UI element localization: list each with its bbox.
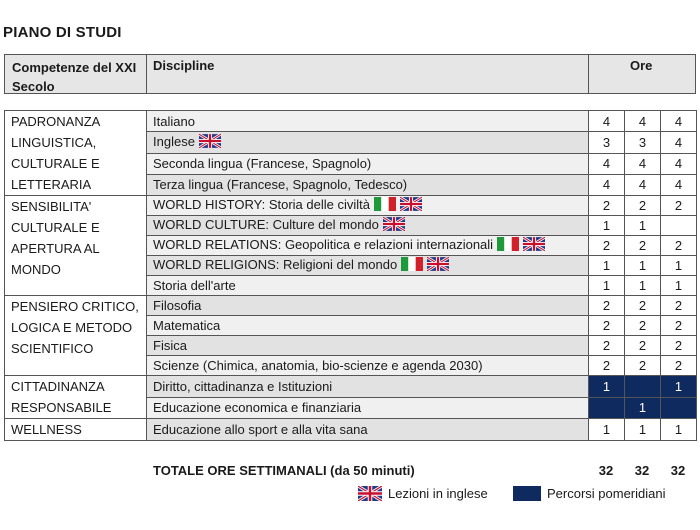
hours-cell: 2 [589,296,625,316]
discipline-label: Italiano [153,113,195,129]
table-row [5,196,697,216]
table-row [5,296,697,316]
hours-cell: 1 [661,419,697,441]
table-row [5,419,697,441]
hours-cell: 2 [661,296,697,316]
hours-cell: 1 [625,419,661,441]
hours-cell: 4 [661,132,697,153]
discipline-label: Educazione economica e finanziaria [153,400,362,416]
uk-flag-icon [358,486,382,506]
hours-cell: 4 [661,153,697,174]
hours-cell: 4 [625,111,661,132]
discipline-cell [147,419,589,441]
competenza-cell: SENSIBILITA' CULTURALE E APERTURA AL MONDO [5,196,147,296]
discipline-cell [147,216,589,236]
hours-cell: 4 [661,111,697,132]
hours-cell: 2 [625,356,661,376]
hours-cell: 3 [589,132,625,153]
hours-cell: 1 [661,276,697,296]
discipline-cell [147,153,589,174]
discipline-cell [147,356,589,376]
hours-cell: 2 [589,316,625,336]
hours-cell: 4 [661,174,697,195]
legend-inglese: Lezioni in inglese [388,486,488,501]
discipline-cell [147,174,589,195]
hours-cell: 1 [661,256,697,276]
discipline-label: Diritto, cittadinanza e Istituzioni [153,378,333,394]
hours-cell: 2 [661,336,697,356]
discipline-cell [147,196,589,216]
hours-cell: 1 [589,256,625,276]
hours-cell: 1 [625,256,661,276]
discipline-label: Filosofia [153,298,202,313]
uk-flag-icon [199,134,221,151]
discipline-label: Fisica [153,338,187,353]
discipline-label: WORLD RELATIONS: Geopolitica e relazioni internazionali [153,237,494,252]
hours-cell: 1 [661,376,697,398]
hours-cell: 1 [625,397,661,419]
discipline-label: Matematica [153,318,221,333]
total-value: 32 [670,463,686,478]
discipline-cell [147,256,589,276]
hours-cell: 4 [589,111,625,132]
hours-cell [589,397,625,419]
hours-cell: 1 [589,276,625,296]
hours-cell: 2 [661,316,697,336]
hours-cell: 2 [589,196,625,216]
discipline-cell [147,376,589,398]
total-value: 32 [598,463,614,478]
uk-flag-icon [523,237,545,254]
hours-cell: 4 [625,153,661,174]
hours-cell: 2 [625,316,661,336]
header-ore: Ore [630,58,653,73]
hours-cell: 2 [625,236,661,256]
hours-cell: 1 [589,376,625,398]
hours-cell [661,216,697,236]
uk-flag-icon [383,217,405,234]
hours-cell [661,397,697,419]
uk-flag-icon [427,257,449,274]
discipline-cell [147,111,589,132]
discipline-cell [147,132,589,153]
legend-pomeridiani-swatch [513,486,541,501]
discipline-cell [147,276,589,296]
table-row [5,111,697,132]
discipline-cell [147,316,589,336]
discipline-label: Storia dell'arte [153,278,236,293]
competenza-cell: PENSIERO CRITICO, LOGICA E METODO SCIENTIFICO [5,296,147,376]
hours-cell: 4 [589,153,625,174]
discipline-label: WORLD RELIGIONS: Religioni del mondo [153,257,398,272]
discipline-label: Seconda lingua (Francese, Spagnolo) [153,156,372,172]
competenza-cell: PADRONANZA LINGUISTICA, CULTURALE E LETTERARIA [5,111,147,196]
study-plan-table [4,110,697,441]
discipline-cell [147,397,589,419]
discipline-cell [147,236,589,256]
hours-cell: 2 [625,196,661,216]
table-header [4,54,696,94]
discipline-cell [147,336,589,356]
competenza-cell: WELLNESS [5,419,147,441]
italy-flag-icon [497,237,519,254]
hours-cell: 2 [625,296,661,316]
competenza-cell: CITTADINANZA RESPONSABILE [5,376,147,419]
table-row [5,376,697,398]
discipline-label: Inglese [153,133,195,149]
header-discipline: Discipline [153,58,215,73]
total-value: 32 [634,463,650,478]
hours-cell: 3 [625,132,661,153]
italy-flag-icon [401,257,423,274]
uk-flag-icon [400,197,422,214]
hours-cell: 1 [625,216,661,236]
hours-cell: 1 [625,276,661,296]
hours-cell [625,376,661,398]
italy-flag-icon [374,197,396,214]
discipline-label: Terza lingua (Francese, Spagnolo, Tedesco) [153,177,408,193]
discipline-label: Scienze (Chimica, anatomia, bio-scienze e agenda 2030) [153,358,483,373]
discipline-cell [147,296,589,316]
hours-cell: 2 [589,356,625,376]
hours-cell: 4 [589,174,625,195]
discipline-label: WORLD CULTURE: Culture del mondo [153,217,379,232]
page-title: PIANO DI STUDI [3,24,122,41]
hours-cell: 4 [625,174,661,195]
discipline-label: WORLD HISTORY: Storia delle civiltà [153,197,370,212]
hours-cell: 2 [589,236,625,256]
hours-cell: 2 [661,236,697,256]
total-label: TOTALE ORE SETTIMANALI (da 50 minuti) [153,463,415,478]
hours-cell: 1 [589,419,625,441]
legend-pomeridiani: Percorsi pomeridiani [547,486,666,501]
hours-cell: 2 [625,336,661,356]
hours-cell: 2 [589,336,625,356]
hours-cell: 2 [661,356,697,376]
discipline-label: Educazione allo sport e alla vita sana [153,422,368,437]
hours-cell: 2 [661,196,697,216]
header-competenze: Competenze del XXI Secolo [12,60,137,94]
hours-cell: 1 [589,216,625,236]
